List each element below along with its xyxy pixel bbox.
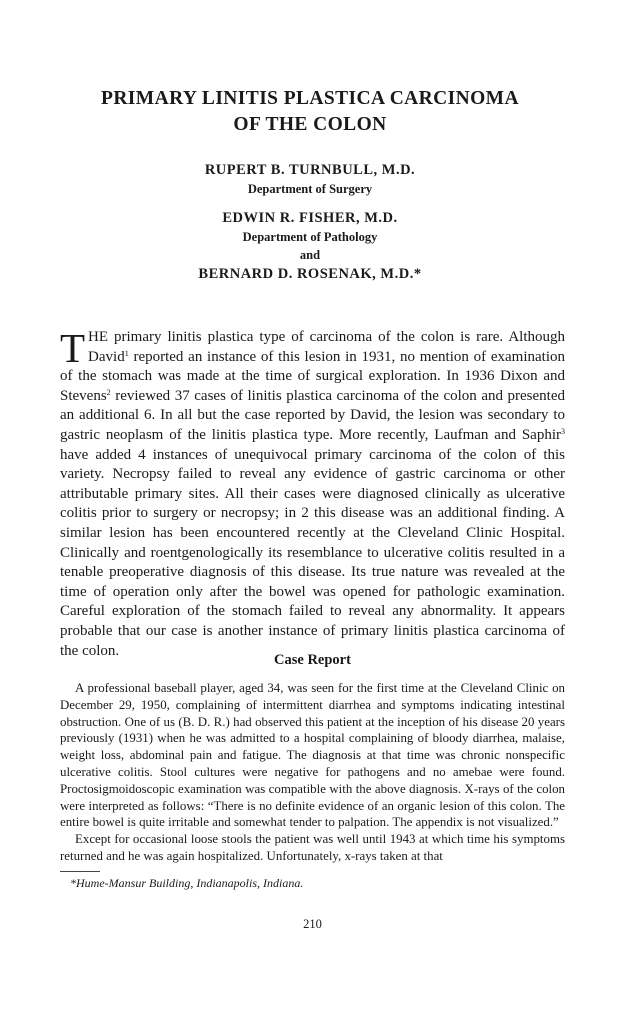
introduction-paragraph — [60, 325, 565, 661]
author-department: Department of Surgery — [247, 182, 373, 196]
title-line-1: PRIMARY LINITIS PLASTICA CARCINOMA — [101, 88, 519, 109]
author-name: BERNARD D. ROSENAK, M.D.* — [198, 266, 422, 282]
reference-marker: 1 — [124, 348, 129, 358]
case-paragraph: A professional baseball player, aged 34, was seen for the first time at the Cleveland Clinic on December 29, 1950, complaining of intermittent diarrhea and symptoms indicating intestinal obstruction. One of us (B. D. R.) had observed this patient at the inception of his disease 20 years previously (1931) when he was admitted to a hospital complaining of bloody diarrhea, malaise, weight loss, abdominal pain and fatigue. The diagnosis at that time was chronic nonspecific ulcerative colitis. Stool cultures were negative for pathogens and no amebae were found. Proctosigmoidoscopic examination was compatible with the above diagnosis. X-rays of the colon were interpreted as follows: “There is no definite evidence of an organic lesion of this colon. The entire bowel is quite irritable and somewhat tender to palpation. The appendix is not visualized.” — [60, 681, 565, 830]
page-number: 210 — [303, 917, 322, 931]
reference-marker: 3 — [561, 426, 565, 436]
title-line-2: OF THE COLON — [233, 114, 387, 135]
case-report-body — [60, 680, 565, 865]
drop-cap: T — [60, 325, 86, 371]
author-name: RUPERT B. TURNBULL, M.D. — [204, 162, 416, 178]
author-block — [60, 160, 560, 284]
footnote-rule — [60, 871, 100, 872]
case-paragraph: Except for occasional loose stools the patient was well until 1943 at which time his symptoms returned and he was again hospitalized. Unfortunately, x-rays taken at that — [60, 832, 565, 863]
reference-marker: 2 — [106, 387, 111, 397]
intro-text: reported an instance of this lesion in 1931, no mention of examination of the stomach was made at the time of surgical exploration. In 1936 Dixon and Stevens — [60, 348, 565, 404]
intro-text: HE primary linitis plastica type of carcinoma of the colon is rare. Although David — [88, 329, 565, 365]
author-conjunction: and — [299, 248, 321, 262]
intro-text: reviewed 37 cases of linitis plastica carcinoma of the colon and presented an additional 6. In all but the case reported by David, the lesion was secondary to gastric neoplasm of the linitis plastica type. More recently, Laufman and Saphir — [60, 387, 565, 443]
intro-text: have added 4 instances of unequivocal primary carcinoma of the colon of this variety. Necropsy failed to reveal any evidence of gastric carcinoma or other attributable primary sites. All their cases were diagnosed clinically as ulcerative colitis prior to surgery or necropsy; in 2 this disease was an additional finding. A similar lesion has been encountered recently at the Cleveland Clinic Hospital. Clinically and roentgenologically its resemblance to ulcerative colitis resulted in a tenable preoperative diagnosis of this disease. Its true nature was revealed at the time of operation only after the bowel was opened for pathologic examination. Careful exploration of the stomach failed to reveal any abnormality. It appears probable that our case is another instance of primary linitis plastica carcinoma of the colon. — [60, 446, 565, 659]
footnote: *Hume-Mansur Building, Indianapolis, Indiana. — [70, 876, 304, 890]
article-title — [60, 86, 560, 138]
author-department: Department of Pathology — [242, 230, 378, 244]
author-name: EDWIN R. FISHER, M.D. — [222, 210, 398, 226]
section-heading: Case Report — [274, 652, 351, 668]
